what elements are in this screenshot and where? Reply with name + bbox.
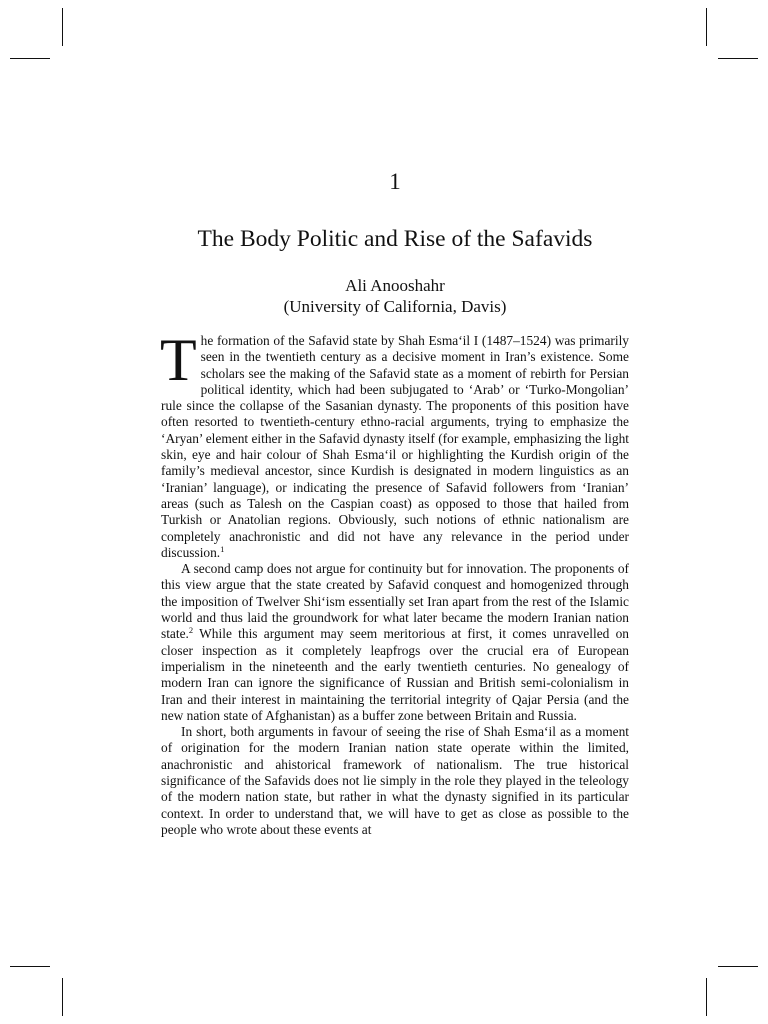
drop-cap: T — [160, 327, 197, 393]
crop-mark-bottom-right-vertical — [706, 978, 707, 1016]
crop-mark-top-left-horizontal — [10, 58, 50, 59]
body-text — [160, 327, 629, 838]
author-block — [161, 275, 629, 317]
paragraph-1-text: he formation of the Safavid state by Shah Esma‘il I (1487–1524) was primarily seen in the twentieth century as a decisive moment in Iran’s existence. Some scholars see the making of the Safavid state as a moment of rebirth for Persian political identity, which had been subjugated to ‘Arab’ or ‘Turko-Mongolian’ rule since the collapse of the Sasanian dynasty. The proponents of this position have often resorted to twentieth-century ethno-racial arguments, trying to emphasize the ‘Aryan’ element either in the Safavid dynasty itself (for example, emphasizing the light skin, eye and hair colour of Shah Esma‘il or highlighting the Kurdish origin of the family’s medieval ancestor, since Kurdish is designated in modern linguistics as an ‘Iranian’ language), or indicating the presence of Safavid followers from ‘Iranian’ areas (such as Talesh on the Caspian coast) as opposed to those that hailed from Turkish or Anatolian regions. Obviously, such notions of ethnic nationalism are completely anachronistic and did not have any relevance in the period under discussion. — [161, 333, 629, 560]
paragraph-3-text: In short, both arguments in favour of seeing the rise of Shah Esma‘il as a moment of origination for the modern Iranian nation state operate within the limited, anachronistic and ahistorical framework of nationalism. The true historical significance of the Safavids does not lie simply in the role they played in the teleology of the modern nation state, but rather in what the dynasty signified in its particular context. In order to understand that, we will have to get as close as possible to the people who wrote about these events at — [161, 724, 629, 837]
crop-mark-top-left-vertical — [62, 8, 63, 46]
crop-mark-bottom-left-horizontal — [10, 966, 50, 967]
paragraph-2-text-after: While this argument may seem meritorious at first, it comes unravelled on closer inspection as it completely leapfrogs over the crucial era of European imperialism in the nineteenth and the early twentieth centuries. No genealogy of modern Iran can ignore the significance of Russian and British semi-colonialism in Iran and their interest in maintaining the territorial integrity of Qajar Persia (and the new nation state of Afghanistan) as a buffer zone between Britain and Russia. — [161, 626, 629, 723]
chapter-number: 1 — [389, 169, 401, 194]
crop-mark-top-right-horizontal — [718, 58, 758, 59]
footnote-ref-1[interactable]: 1 — [220, 543, 225, 554]
footnote-ref-2[interactable]: 2 — [188, 625, 194, 636]
paragraph-2-text-before: A second camp does not argue for continuity but for innovation. The proponents of this view argue that the state created by Safavid conquest and homogenized through the imposition of Twelver Shi‘ism essentially set Iran apart from the rest of the Islamic world and thus laid the groundwork for what later became the modern Iranian nation state. — [161, 561, 629, 642]
crop-mark-bottom-right-horizontal — [718, 966, 758, 967]
paragraph-3 — [161, 724, 629, 838]
crop-mark-top-right-vertical — [706, 8, 707, 46]
paragraph-1 — [160, 327, 629, 561]
paragraph-2 — [161, 561, 629, 724]
author-name: Ali Anooshahr — [345, 276, 445, 295]
chapter-title: The Body Politic and Rise of the Safavids — [197, 226, 593, 252]
crop-mark-bottom-left-vertical — [62, 978, 63, 1016]
author-affiliation: (University of California, Davis) — [283, 297, 507, 316]
